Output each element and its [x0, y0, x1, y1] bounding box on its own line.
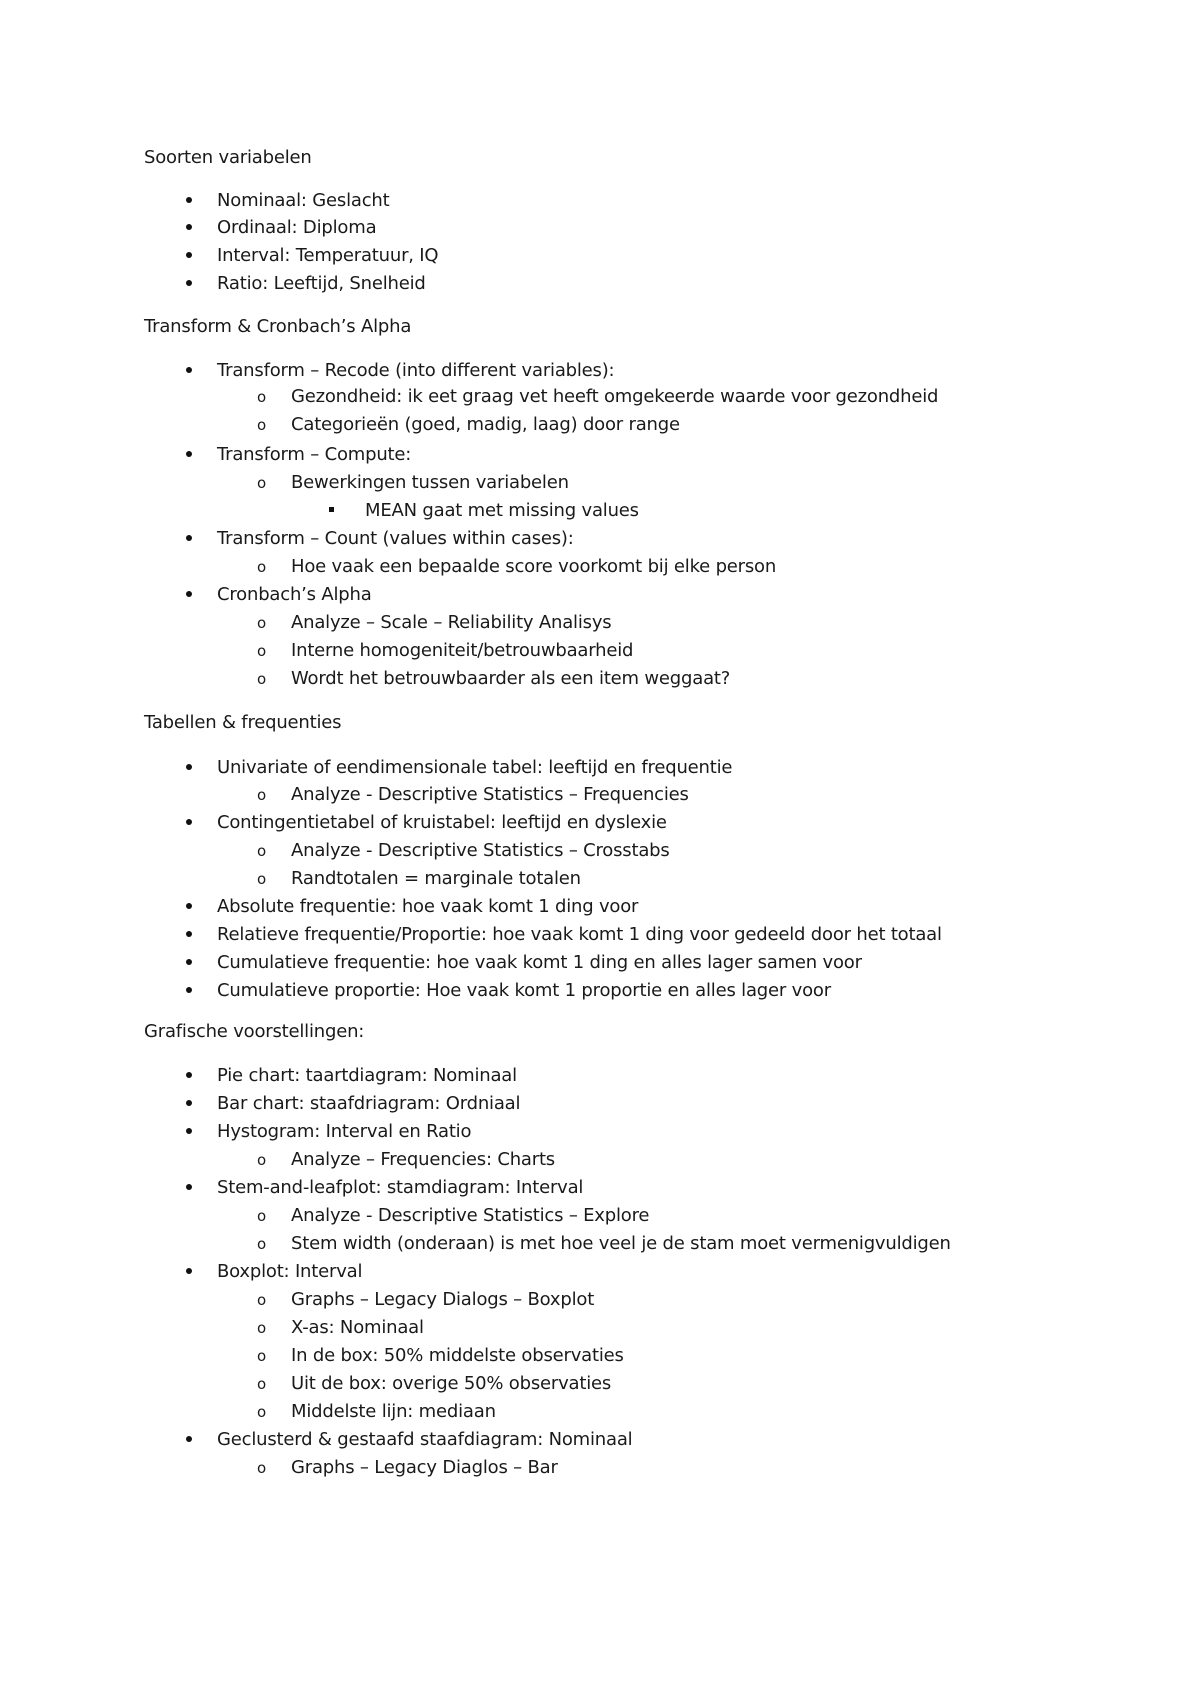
list-item: Interval: Temperatuur, IQ: [217, 245, 439, 266]
bullet-dot: [186, 987, 192, 993]
bullet-dot: [186, 1184, 192, 1190]
bullet-circle: o: [257, 1403, 267, 1421]
bullet-dot: [186, 1100, 192, 1106]
bullet-circle: o: [257, 642, 267, 660]
bullet-circle: o: [257, 870, 267, 888]
list-item: Gezondheid: ik eet graag vet heeft omgekeerde waarde voor gezondheid: [291, 386, 939, 407]
bullet-dot: [186, 451, 192, 457]
list-item: Ordinaal: Diploma: [217, 217, 377, 238]
list-item: Analyze – Scale – Reliability Analisys: [291, 612, 612, 633]
list-item: Graphs – Legacy Dialogs – Boxplot: [291, 1289, 595, 1310]
list-item: Nominaal: Geslacht: [217, 190, 390, 211]
bullet-circle: o: [257, 1459, 267, 1477]
bullet-square: [329, 507, 334, 512]
bullet-circle: o: [257, 388, 267, 406]
list-item: Absolute frequentie: hoe vaak komt 1 ding voor: [217, 896, 639, 917]
list-item: Graphs – Legacy Diaglos – Bar: [291, 1457, 558, 1478]
bullet-circle: o: [257, 1375, 267, 1393]
list-item: Relatieve frequentie/Proportie: hoe vaak komt 1 ding voor gedeeld door het totaal: [217, 924, 942, 945]
bullet-dot: [186, 1268, 192, 1274]
list-item: Uit de box: overige 50% observaties: [291, 1373, 612, 1394]
list-item: Wordt het betrouwbaarder als een item weggaat?: [291, 668, 731, 689]
list-item: Contingentietabel of kruistabel: leeftijd en dyslexie: [217, 812, 667, 833]
list-item: Bar chart: staafdriagram: Ordniaal: [217, 1093, 521, 1114]
list-item: Hystogram: Interval en Ratio: [217, 1121, 472, 1142]
bullet-dot: [186, 819, 192, 825]
list-item: Cumulatieve proportie: Hoe vaak komt 1 proportie en alles lager voor: [217, 980, 831, 1001]
list-item: In de box: 50% middelste observaties: [291, 1345, 624, 1366]
bullet-dot: [186, 535, 192, 541]
list-item: Cumulatieve frequentie: hoe vaak komt 1 ding en alles lager samen voor: [217, 952, 862, 973]
list-item: Analyze - Descriptive Statistics – Frequencies: [291, 784, 689, 805]
list-item: Univariate of eendimensionale tabel: leeftijd en frequentie: [217, 757, 733, 778]
section-heading: Soorten variabelen: [144, 147, 312, 168]
list-item: Analyze – Frequencies: Charts: [291, 1149, 555, 1170]
bullet-dot: [186, 197, 192, 203]
bullet-circle: o: [257, 670, 267, 688]
section-heading: Grafische voorstellingen:: [144, 1021, 365, 1042]
bullet-circle: o: [257, 1207, 267, 1225]
bullet-circle: o: [257, 786, 267, 804]
bullet-dot: [186, 1128, 192, 1134]
list-item: Bewerkingen tussen variabelen: [291, 472, 569, 493]
list-item: Cronbach’s Alpha: [217, 584, 372, 605]
list-item: Geclusterd & gestaafd staafdiagram: Nominaal: [217, 1429, 633, 1450]
list-item: Hoe vaak een bepaalde score voorkomt bij elke person: [291, 556, 777, 577]
bullet-dot: [186, 1072, 192, 1078]
list-item: Transform – Compute:: [217, 444, 412, 465]
bullet-circle: o: [257, 1291, 267, 1309]
list-item: Stem width (onderaan) is met hoe veel je de stam moet vermenigvuldigen: [291, 1233, 951, 1254]
bullet-dot: [186, 280, 192, 286]
bullet-dot: [186, 591, 192, 597]
section-heading: Tabellen & frequenties: [144, 712, 342, 733]
list-item: Ratio: Leeftijd, Snelheid: [217, 273, 426, 294]
bullet-circle: o: [257, 474, 267, 492]
bullet-dot: [186, 252, 192, 258]
section-heading: Transform & Cronbach’s Alpha: [144, 316, 412, 337]
bullet-circle: o: [257, 1151, 267, 1169]
list-item: Pie chart: taartdiagram: Nominaal: [217, 1065, 517, 1086]
list-item: Transform – Recode (into different variables):: [217, 360, 615, 381]
bullet-dot: [186, 224, 192, 230]
bullet-circle: o: [257, 1347, 267, 1365]
bullet-circle: o: [257, 558, 267, 576]
list-item: X-as: Nominaal: [291, 1317, 424, 1338]
list-item: Randtotalen = marginale totalen: [291, 868, 581, 889]
list-item: Stem-and-leafplot: stamdiagram: Interval: [217, 1177, 584, 1198]
list-item: Transform – Count (values within cases):: [217, 528, 574, 549]
bullet-dot: [186, 764, 192, 770]
bullet-dot: [186, 367, 192, 373]
bullet-circle: o: [257, 842, 267, 860]
bullet-dot: [186, 1436, 192, 1442]
bullet-dot: [186, 903, 192, 909]
bullet-circle: o: [257, 614, 267, 632]
bullet-circle: o: [257, 1235, 267, 1253]
bullet-dot: [186, 931, 192, 937]
bullet-circle: o: [257, 1319, 267, 1337]
bullet-dot: [186, 959, 192, 965]
list-item: Boxplot: Interval: [217, 1261, 363, 1282]
list-item: Interne homogeniteit/betrouwbaarheid: [291, 640, 634, 661]
list-item: MEAN gaat met missing values: [365, 500, 639, 521]
list-item: Middelste lijn: mediaan: [291, 1401, 496, 1422]
list-item: Analyze - Descriptive Statistics – Crosstabs: [291, 840, 670, 861]
bullet-circle: o: [257, 416, 267, 434]
list-item: Analyze - Descriptive Statistics – Explore: [291, 1205, 650, 1226]
list-item: Categorieën (goed, madig, laag) door range: [291, 414, 680, 435]
